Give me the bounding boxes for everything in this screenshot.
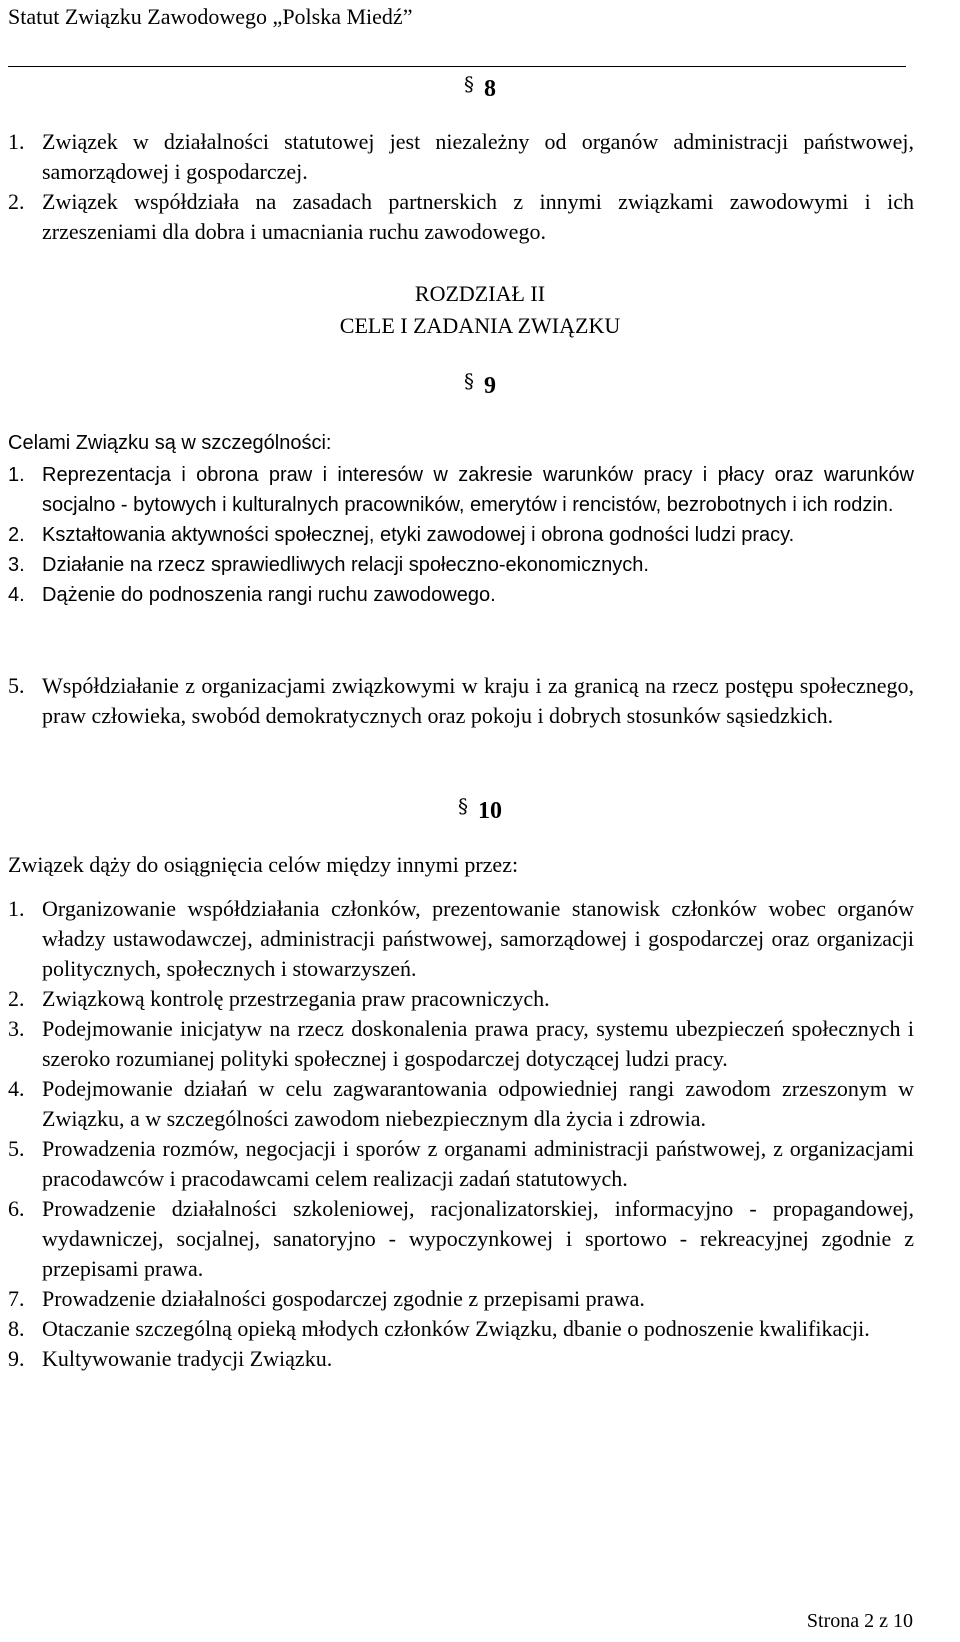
list-item-number: 2. (8, 189, 25, 214)
section-sign: § (464, 72, 474, 96)
list-item (8, 580, 914, 610)
list-item-text: Prowadzenie działalności szkoleniowej, racjonalizatorskiej, informacyjno - propagandowej, wydawniczej, socjalnej, sanatoryjno - wypoczynkowej i sportowo - rekreacyjnej zgodnie z przepisami prawa. (42, 1196, 914, 1281)
section-10-heading (0, 790, 960, 827)
list-item-number: 1. (8, 464, 25, 486)
list-item-number: 2. (8, 524, 25, 546)
section-number: 9 (484, 373, 496, 399)
section-10-list (8, 894, 914, 1374)
page-number: Strona 2 z 10 (806, 1610, 913, 1632)
list-item (8, 984, 914, 1014)
list-item-number: 1. (8, 129, 25, 154)
list-item-text: Podejmowanie inicjatyw na rzecz doskonalenia prawa pracy, systemu ubezpieczeń społecznych i szeroko rozumianej polityki społecznej i gospodarczej dotyczącej ludzi pracy. (42, 1016, 914, 1071)
list-item (8, 894, 914, 984)
list-item (8, 1014, 914, 1074)
list-item-number: 5. (8, 1136, 25, 1161)
list-item-text: Współdziałanie z organizacjami związkowymi w kraju i za granicą na rzecz postępu społecznego, praw człowieka, swobód demokratycznych oraz pokoju i dobrych stosunków sąsiedzkich. (42, 673, 914, 728)
list-item-number: 2. (8, 986, 25, 1011)
list-item-text: Działanie na rzecz sprawiedliwych relacji społeczno-ekonomicznych. (42, 554, 649, 576)
list-item-text: Kształtowania aktywności społecznej, etyki zawodowej i obrona godności ludzi pracy. (42, 524, 795, 546)
list-item-text: Prowadzenie działalności gospodarczej zgodnie z przepisami prawa. (42, 1286, 645, 1311)
list-item-text: Otaczanie szczególną opieką młodych członków Związku, dbanie o podnoszenie kwalifikacji. (42, 1316, 870, 1341)
section-9-list (8, 460, 914, 610)
list-item (8, 1284, 914, 1314)
list-item-number: 7. (8, 1286, 25, 1311)
section-10-intro: Związek dąży do osiągnięcia celów między innymi przez: (8, 852, 519, 877)
list-item (8, 671, 914, 731)
list-item-text: Podejmowanie działań w celu zagwarantowania odpowiedniej rangi zawodom zrzeszonym w Związku, a w szczególności zawodom niebezpiecznym dla życia i zdrowia. (42, 1076, 914, 1131)
section-number: 8 (484, 76, 496, 102)
list-item-number: 4. (8, 1076, 25, 1101)
list-item (8, 460, 914, 520)
list-item-text: Związkową kontrolę przestrzegania praw pracowniczych. (42, 986, 550, 1011)
section-sign: § (464, 369, 474, 393)
list-item-text: Dążenie do podnoszenia rangi ruchu zawodowego. (42, 584, 496, 606)
section-8-heading (0, 68, 960, 105)
list-item-text: Związek w działalności statutowej jest niezależny od organów administracji państwowej, samorządowej i gospodarczej. (42, 129, 914, 184)
list-item-text: Kultywowanie tradycji Związku. (42, 1346, 333, 1371)
list-item (8, 1074, 914, 1134)
chapter-heading-line1: ROZDZIAŁ II (414, 281, 546, 306)
list-item-number: 3. (8, 1016, 25, 1041)
section-9-heading (0, 365, 960, 402)
list-item-number: 8. (8, 1316, 25, 1341)
section-9-list-cont (8, 671, 914, 731)
list-item (8, 1134, 914, 1194)
list-item-number: 1. (8, 896, 25, 921)
list-item-number: 9. (8, 1346, 25, 1371)
list-item-text: Organizowanie współdziałania członków, prezentowanie stanowisk członków wobec organów władzy ustawodawczej, administracji państwowej, samorządowej i gospodarczej oraz organizacji politycznych, społecznych i stowarzyszeń. (42, 896, 914, 981)
list-item (8, 127, 914, 187)
list-item-number: 5. (8, 673, 25, 698)
list-item (8, 550, 914, 580)
list-item-text: Związek współdziała na zasadach partnerskich z innymi związkami zawodowymi i ich zrzeszeniami dla dobra i umacniania ruchu zawodowego. (42, 189, 914, 244)
chapter-heading-line2: CELE I ZADANIA ZWIĄZKU (339, 313, 621, 338)
section-9-intro: Celami Związku są w szczególności: (8, 432, 332, 454)
list-item (8, 1194, 914, 1284)
list-item-number: 6. (8, 1196, 25, 1221)
header-divider (8, 66, 906, 67)
list-item-text: Prowadzenia rozmów, negocjacji i sporów z organami administracji państwowej, z organizacjami pracodawców i pracodawcami celem realizacji zadań statutowych. (42, 1136, 914, 1191)
list-item (8, 187, 914, 247)
list-item-text: Reprezentacja i obrona praw i interesów w zakresie warunków pracy i płacy oraz warunków socjalno - bytowych i kulturalnych pracowników, emerytów i rencistów, bezrobotnych i ich rodzin. (42, 464, 914, 516)
document-header: Statut Związku Zawodowego „Polska Miedź” (8, 4, 413, 29)
list-item (8, 1314, 914, 1344)
section-sign: § (458, 794, 468, 818)
list-item-number: 4. (8, 584, 25, 606)
section-8-list (8, 127, 914, 247)
list-item-number: 3. (8, 554, 25, 576)
section-number: 10 (478, 798, 502, 824)
list-item (8, 520, 914, 550)
list-item (8, 1344, 914, 1374)
